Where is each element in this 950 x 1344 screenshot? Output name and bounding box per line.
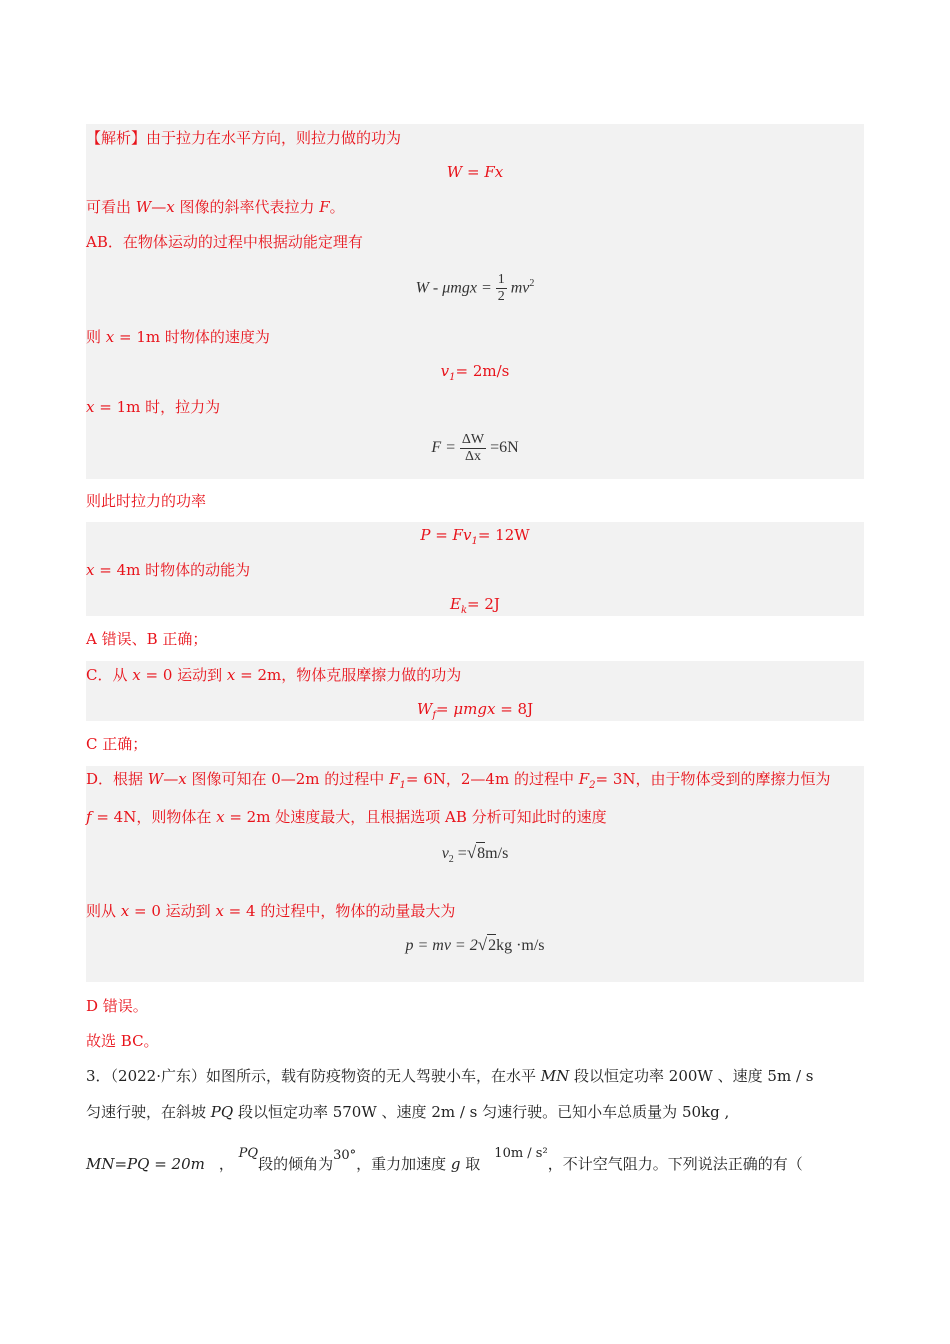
force-statement: x = 1m 时，拉力为	[86, 398, 221, 416]
formula-force: F = $\frac{\Delta W}{\Delta x}$ =6N	[431, 431, 519, 464]
formula-ek: $E_k= 2J$	[450, 595, 500, 616]
analysis-intro: 【解析】由于拉力在水平方向，则拉力做的功为	[86, 129, 402, 147]
formula-work: W = Fx	[446, 163, 504, 181]
question-3-line-3: MN=PQ = 20m ， PQ段的倾角为30°，重力加速度 g 取10m / s²，不计空气阻力。下列说法正确的有（	[86, 1146, 803, 1173]
c-conclusion: C 正确；	[86, 735, 148, 753]
ab-statement: AB．在物体运动的过程中根据动能定理有	[86, 233, 363, 251]
formula-v1: $v_1= 2m/s$	[440, 362, 510, 383]
formula-power: $P = Fv_1= 12W$	[420, 526, 530, 547]
final-answer: 故选 BC。	[86, 1032, 159, 1050]
analysis-label: 【解析】	[86, 129, 147, 147]
momentum-statement: 则从 x = 0 运动到 x = 4 的过程中，物体的动量最大为	[86, 902, 456, 920]
d-statement: D．根据 W—x 图像可知在 0—2m 的过程中 $F_1= 6N$，2—4m 的过程中 $F_2= 3N$，由于物体受到的摩擦力恒为	[86, 770, 831, 791]
d-conclusion: D 错误。	[86, 997, 148, 1015]
sqrt-icon: √	[477, 935, 488, 954]
kinetic-energy-statement: x = 4m 时物体的动能为	[86, 561, 251, 579]
power-statement: 则此时拉力的功率	[86, 492, 207, 510]
sqrt-icon: √	[466, 843, 477, 862]
formula-momentum: p = mv = 2√2kg ·m/s	[86, 934, 864, 957]
fraction-half: $\frac{1}{2}$	[497, 272, 505, 305]
fraction-dw-dx: $\frac{\Delta W}{\Delta x}$	[461, 431, 485, 464]
formula-friction-work: $W_f= \mu mgx = 8J$	[416, 700, 534, 721]
ab-conclusion: A 错误、B 正确；	[86, 630, 208, 648]
formula-kinetic-theorem: W - μmgx = $\frac{1}{2}$ $mv^2$	[415, 272, 535, 305]
slope-statement: 可看出 W—x 图像的斜率代表拉力 F。	[86, 198, 345, 216]
formula-v2: $v_2 =√8m/s$	[441, 843, 509, 866]
d-statement-cont: f = 4N，则物体在 x = 2m 处速度最大，且根据选项 AB 分析可知此时的速度	[86, 808, 607, 826]
question-3-line-2: 匀速行驶，在斜坡 PQ 段以恒定功率 570W 、速度 2m / s 匀速行驶。已知小车总质量为 50kg ,	[86, 1103, 730, 1121]
c-statement: C．从 x = 0 运动到 x = 2m，物体克服摩擦力做的功为	[86, 666, 462, 684]
question-3-line-1: 3．（2022·广东）如图所示，载有防疫物资的无人驾驶小车，在水平 MN 段以恒定功率 200W 、速度 5m / s	[86, 1067, 814, 1085]
velocity-statement: 则 x = 1m 时物体的速度为	[86, 328, 270, 346]
